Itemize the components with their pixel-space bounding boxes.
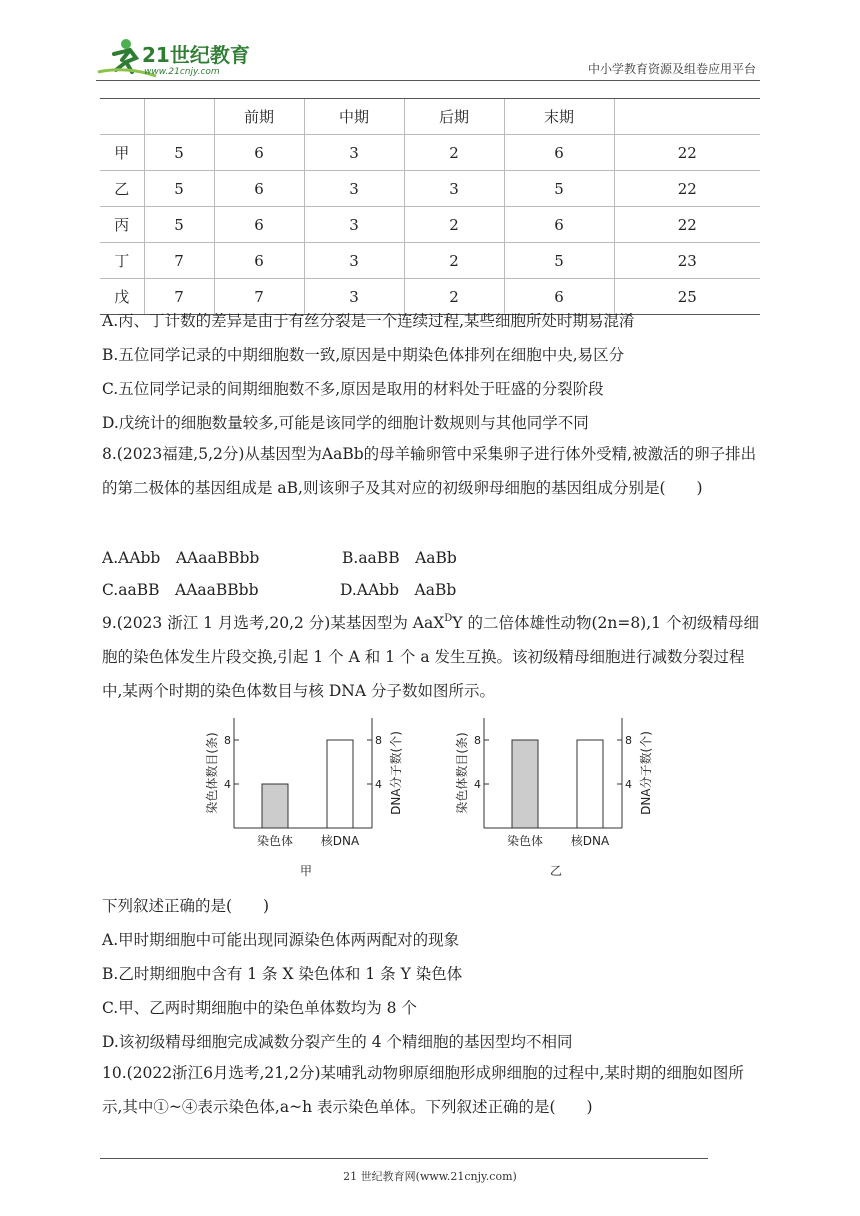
y-tick-label-left: 8 (474, 734, 481, 747)
table-cell: 5 (144, 171, 214, 207)
x-tick-label: 染色体 (506, 834, 544, 848)
bar (327, 740, 353, 828)
footer-divider (100, 1158, 708, 1159)
table-cell: 2 (404, 243, 504, 279)
q8-stem: 8.(2023福建,5,2分)从基因型为AaBb的母羊输卵管中采集卵子进行体外受精,被激活的卵子排出的第二极体的基因组成是 aB,则该卵子及其对应的初级卵母细胞的基因组成分别是( ) (102, 445, 757, 497)
table-cell: 2 (404, 279, 504, 315)
q7-option-c: C.五位同学记录的间期细胞数不多,原因是取用的材料处于旺盛的分裂阶段 (102, 380, 604, 398)
x-tick-label: 染色体 (256, 834, 294, 848)
bar (512, 740, 538, 828)
q7-option-d: D.戊统计的细胞数量较多,可能是该同学的细胞计数规则与其他同学不同 (102, 414, 589, 432)
table-cell: 5 (144, 207, 214, 243)
y-axis-title-left: 染色体数目(条) (455, 732, 469, 814)
table-cell: 2 (404, 207, 504, 243)
platform-name: 中小学教育资源及组卷应用平台 (587, 62, 756, 76)
logo-url: www.21cnjy.com (144, 67, 220, 77)
q7-option-b: B.五位同学记录的中期细胞数一致,原因是中期染色体排列在细胞中央,易区分 (102, 346, 625, 364)
header-divider (96, 80, 760, 81)
table-row (100, 243, 760, 279)
panel-label: 乙 (549, 864, 563, 878)
chart-jia-svg (196, 716, 416, 882)
q9-option-a: A.甲时期细胞中可能出现同源染色体两两配对的现象 (102, 931, 460, 949)
y-tick-label-left: 8 (224, 734, 231, 747)
table-cell: 22 (614, 207, 760, 243)
table-header-cell (100, 99, 144, 135)
bar (262, 784, 288, 828)
table-cell: 7 (144, 279, 214, 315)
y-axis-title-right: DNA分子数(个) (389, 731, 403, 815)
q8-option-a: A.AAbb AAaaBBbb (102, 549, 260, 567)
table-header-cell (144, 99, 214, 135)
table-cell: 3 (304, 243, 404, 279)
table-cell: 23 (614, 243, 760, 279)
table-cell: 5 (504, 243, 614, 279)
y-tick-label-right: 4 (375, 778, 382, 791)
table-cell: 3 (304, 279, 404, 315)
table-cell: 3 (404, 171, 504, 207)
table-cell: 22 (614, 171, 760, 207)
y-tick-label-left: 4 (474, 778, 481, 791)
table-header-cell (614, 99, 760, 135)
y-tick-label-right: 8 (375, 734, 382, 747)
logo-text: 21世纪教育 (142, 43, 250, 67)
table-cell: 6 (504, 207, 614, 243)
q9-option-b: B.乙时期细胞中含有 1 条 X 染色体和 1 条 Y 染色体 (102, 965, 463, 983)
x-tick-label: 核DNA (570, 834, 610, 848)
table-cell: 7 (214, 279, 304, 315)
table-cell: 6 (504, 135, 614, 171)
table-row (100, 207, 760, 243)
q8-option-d: D.AAbb AaBb (340, 581, 457, 599)
chart-jia (196, 716, 416, 886)
table-cell: 6 (214, 243, 304, 279)
chart-yi-svg (446, 716, 666, 882)
table-header-cell: 末期 (504, 99, 614, 135)
table-cell: 戊 (100, 279, 144, 315)
table-cell: 丙 (100, 207, 144, 243)
table-cell: 6 (504, 279, 614, 315)
table-row (100, 279, 760, 315)
table-cell: 7 (144, 243, 214, 279)
y-axis-title-left: 染色体数目(条) (205, 732, 219, 814)
x-tick-label: 核DNA (320, 834, 360, 848)
table-header-cell: 后期 (404, 99, 504, 135)
table-cell: 2 (404, 135, 504, 171)
table-cell: 22 (614, 135, 760, 171)
table-cell: 6 (214, 171, 304, 207)
table-cell: 3 (304, 207, 404, 243)
y-tick-label-left: 4 (224, 778, 231, 791)
table-header-cell: 中期 (304, 99, 404, 135)
site-logo (96, 36, 266, 80)
q8-option-c: C.aaBB AAaaBBbb (102, 581, 259, 599)
q9-option-d: D.该初级精母细胞完成减数分裂产生的 4 个精细胞的基因型均不相同 (102, 1033, 573, 1051)
table-cell: 乙 (100, 171, 144, 207)
cell-count-table (100, 98, 760, 315)
table-cell: 甲 (100, 135, 144, 171)
table-cell: 3 (304, 135, 404, 171)
chart-yi (446, 716, 666, 886)
table-cell: 5 (144, 135, 214, 171)
table-header-cell: 前期 (214, 99, 304, 135)
q9-option-c: C.甲、乙两时期细胞中的染色单体数均为 8 个 (102, 999, 417, 1017)
q10-stem: 10.(2022浙江6月选考,21,2分)某哺乳动物卵原细胞形成卵细胞的过程中,某时期的细胞如图所示,其中①~④表示染色体,a~h 表示染色单体。下列叙述正确的是( ) (102, 1064, 744, 1116)
y-tick-label-right: 8 (625, 734, 632, 747)
table-row (100, 135, 760, 171)
q8-option-b: B.aaBB AaBb (342, 549, 457, 567)
q9-stem: 9.(2023 浙江 1 月选考,20,2 分)某基因型为 AaX$^D$Y 的二倍体雄性动物(2n=8),1 个初级精母细胞的染色体发生片段交换,引起 1 个 A 和 1 个 a 发生互换。该初级精母细胞进行减数分裂过程中,某两个时期的染色体数目与核 DNA 分子数如图所示。 (102, 613, 759, 700)
table-row (100, 171, 760, 207)
table-cell: 6 (214, 135, 304, 171)
q7-option-a: A.丙、丁计数的差异是由于有丝分裂是一个连续过程,某些细胞所处时期易混淆 (102, 312, 635, 330)
table-cell: 5 (504, 171, 614, 207)
table-cell: 3 (304, 171, 404, 207)
table-cell: 丁 (100, 243, 144, 279)
q9-lead: 下列叙述正确的是( ) (102, 897, 270, 915)
table-header-row (100, 99, 760, 135)
table-cell: 25 (614, 279, 760, 315)
y-tick-label-right: 4 (625, 778, 632, 791)
footer-text: 21 世纪教育网(www.21cnjy.com) (343, 1170, 517, 1183)
bar (577, 740, 603, 828)
panel-label: 甲 (299, 864, 313, 878)
table-cell: 6 (214, 207, 304, 243)
y-axis-title-right: DNA分子数(个) (639, 731, 653, 815)
